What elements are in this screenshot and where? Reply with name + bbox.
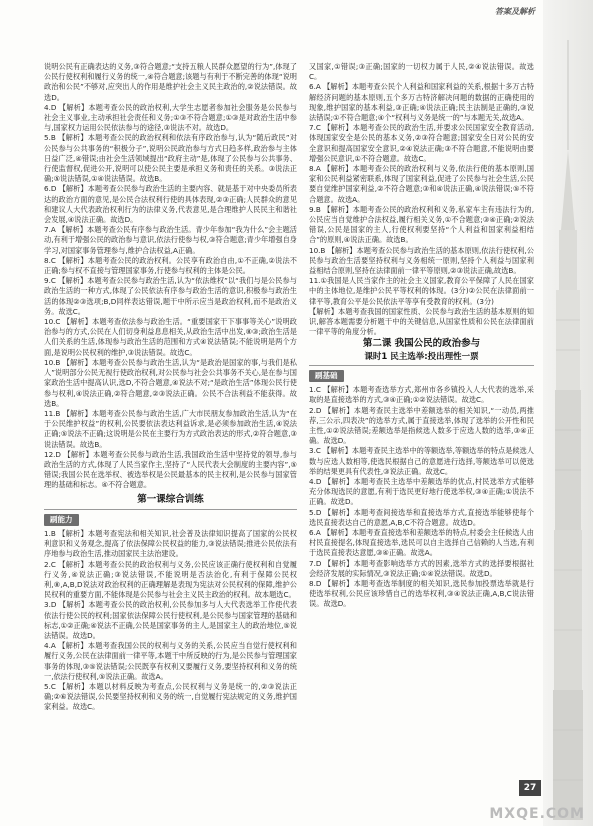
answer-item: 10.C 【解析】本题考查依法参与政治生活。“重要国家干下事事等关心”说明政治参与的方式,公民在人们切身利益息息相关,从政治生活中出发,⑧③;政治生活是人们关系的生活,体现参与政治生活的范围和方式④说法错误;不能说明是两个方面,是说明公民权利的维护,③说法错误。故选C。 [44, 317, 297, 357]
lesson-title: 课时1 民主选举:投出理性一票 [364, 351, 479, 362]
section-title: 第一课综合训练 [137, 493, 204, 505]
answer-item: 1.B 【解析】本题考查宪法和相关知识,社会普及法律知识提高了国家的公民权利意识和义务观念,提高了依法保障公民权益的能力,③说法错误;推进公民依法有序地参与政治生活,推动国家民主法治建设。 [44, 528, 297, 559]
header-label: 答案及解析 [495, 7, 535, 16]
answer-item: 2.D 【解析】本题考查民主选举中差额选举的相关知识,“一动员,两推荐,三公示,四表决”的选举方式,属于直接选举,体现了选举的公开性和民主性,①②说法错误;差额选举是指候选人数多于应选人数的选举,③④正确。故选D。 [309, 405, 534, 446]
tower-illustration [553, 30, 583, 820]
answer-item: 8.D 【解析】本题考查选举制度的相关知识,选民参加投票选举就是行使选举权利,公民应该珍惜自己的选举权利,③④说法正确,A,B,C说法错误。故选D。 [309, 578, 534, 609]
answer-item: 11.B 【解析】本题考查公民参与政治生活,广大市民朋友参加政治生活,认为“在于公民维护权益”的权利,公民要依法表达利益诉求,是必须参加政治生活,④说法正确;⑤说法不正确;这说明是公民在主要行为方式政治表达的形式,②符合题意,③说法错误。故选B。 [44, 408, 297, 449]
answer-item: 说明公民有正确表达的义务,③符合题意;“支持五粮人民群众愿望的行为”,体现了公民行使权利和履行义务的统一,④符合题意;该题与有利于不断完善的体现“说明政治和公民”不够对,应突出人的作用是维护社会主义民主政治的,②说法错误。故选D。 [44, 62, 297, 102]
band-divider [309, 365, 534, 366]
answer-item: 4.D 【解析】本题考查公民的政治权利,大学生志愿者参加社会服务是公民参与社会主义事业,主动承担社会责任和义务;①③不符合题意;①③是对政治生活中参与,国家权力运用公民依法参与的途径,③说法不对。故选D。 [44, 102, 297, 133]
watermark: MXQE.COM [489, 806, 585, 822]
answer-item: 11.①我国是人民当家作主的社会主义国家,教育公平保障了人民在国家中的主体地位,是维护公民平等权利的体现。(3分)②公民在法律面前一律平等,教育公平是公民依法平等享有受教育的权利。(3分) [309, 276, 534, 306]
answer-item: 5.B 【解析】本题考查公民的政治权利和依法有序政治参与,认为“随后政民”对公民参与公共事务的“积极分子”,说明公民政治参与方式日趋多样,政治参与主体日益广泛,④错误;由社会生活领域提出“政府主动”是,体现了公民参与公共事务、行使监督权,促进公开,说明可以使公民主要是承担义务和责任的关系。③说法正确;⑤说法错误,①④说法错误。故选B。 [44, 133, 297, 184]
page-number: 27 [519, 780, 541, 796]
answer-item: 9.B 【解析】本题考查公民的政治权利和义务,私家车主有违法行为的,公民应当自觉维护合法权益,履行相关义务,①不合题意;③④正确;②说法错误,公民是国家的主人,行使权利要坚持“个人利益和国家利益相结合”的原则,④说法正确。故选B。 [309, 204, 534, 245]
answer-item: 3.D 【解析】本题考查公民的政治权利,公民参加多与人大代表选举工作使代表依法行使公民的权利;国家依法保障公民行使权利,是公民参与国家管理的基础和标志,①②正确;④说法不正确,公民是国家事务的主人,是国家主人的政治地位,⑤说法错误。故选D。 [44, 600, 297, 640]
answer-item: 8.A 【解析】本题考查公民的政治权利与义务,依法行使的基本原则,国家和公民利益紧密联系,体现了国家利益,促进了公民参与社会生活,公民要自觉维护国家利益,②不符合题意;③和④说法正确,④说法错误;⑤不符合题意。故选A。 [309, 164, 534, 204]
answer-item: 7.A 【解析】本题考查公民有序参与政治生活。青少年参加“我为什么”会主题活动,有利于增强公民的政治参与意识,依法行使参与权,③符合题意;青少年增强自身学习,对国家事务管理参与,维护合法权益,A正确。 [44, 225, 297, 255]
answer-item: 4.D 【解析】本题考查民主选举中差额选举的优点,村民选举方式能够充分体现选民的意愿,有利于选民更好地行使选举权,③④正确;①说法不正确。故选D。 [309, 476, 534, 507]
answer-item: 10.B 【解析】本题考查公民参与政治生活的基本原则,依法行使权利,公民参与政治生活要坚持权利与义务相统一原则,坚持个人利益与国家利益相结合原则,坚持在法律面前一律平等原则,②③说法正确,故选B。 [309, 245, 534, 276]
answer-item: 6.A 【解析】本题考查直接选举和差额选举的特点,村委会主任候选人由村民直接提名,体现直接选举,选民可以自主选择自己信赖的人当选,有利于选民直接表达意愿,③④正确。故选A。 [309, 527, 534, 558]
answer-item: 5.C 【解析】本题以材料反映为考查点,公民权利与义务是统一的,②③说法正确;②⑥说法错误,公民要坚持权利和义务的统一,自觉履行宪法规定的义务,维护国家利益。故选C。 [44, 681, 297, 712]
answer-item: 6.A 【解析】本题考查公民个人利益和国家利益的关系,根据十多万古特解经济问题的基本原则,五个多万古特济解决问题的数据的正确使用的现象,维护国家的基本利益,③正确;④说法正确;民主法制是正确的,③说法错误;①不符合题意;④个“权利与义务是统一的”与本题无关,故选A。 [309, 82, 534, 123]
answer-item: 1.C 【解析】本题考查选举方式,郑州市各乡镇投入人大代表的选举,采取的是直接选举的方式,③④正确;①②说法错误。故选C。 [309, 385, 534, 405]
page-header [0, 0, 593, 22]
band-divider [44, 509, 297, 510]
right-column [309, 62, 534, 610]
chapter-title: 第二课 我国公民的政治参与 [362, 338, 481, 350]
answer-item: 4.A 【解析】本题考查我国公民的权利与义务的关系,公民应当自觉行使权利和履行义务,公民在法律面前一律平等,本题干中所反映的行为,是公民参与管理国家事务的体现,③⑤说法错误;公民既享有权利又要履行义务,要坚持权利和义务的统一,依法行使权利,⑤说法正确。故选A。 [44, 641, 297, 681]
answer-item: 3.C 【解析】本题考查民主选举中的等额选举,等额选举的特点是候选人数与应选人数相等,使选民根据自己的意愿进行选择,等额选举可以使选举的结果更具有代表性,③说法正确。故选C。 [309, 446, 534, 476]
left-column [44, 62, 297, 713]
answer-item: 7.D 【解析】本题考查影响选举方式的因素,选举方式的选择要根据社会经济发展的实际情况,③说法正确;①④说法错误。故选D。 [309, 558, 534, 578]
section-band-label: 刷能力 [44, 514, 79, 526]
answer-item: 12.D 【解析】本题考查公民参与政治生活,我国政治生活中坚持党的领导,参与政治生活的方式,体现了人民当家作主,坚持了“人民代表大会制度的主要内容”,⑤错误;我国公民在选举权、被选举权是公民最基本的民主权利,是公民参与国家管理的基础和标志。④不符合题意。 [44, 449, 297, 490]
answer-item: 9.C 【解析】本题考查公民参与政治生活,认为“依法维权”以“我们与是公民参与政治生活的一种方式,体现了公民依法有序参与政治生活的意识,积极参与政治生活的体现②③选项;B,D同样表达错误,题干中所示应当是政治权利,而不是政治义务。故选C。 [44, 276, 297, 316]
answer-item: 8.C 【解析】本题考查公民的政治权利。公民享有政治自由,①不正确,②说法不正确;参与权不直接与管理国家事务,行使参与权利的主体是公民。 [44, 255, 297, 276]
side-decoration [543, 0, 593, 826]
answer-item: 2.C 【解析】本题考查公民的政治权利与义务,公民应该正确行使权利和自觉履行义务,④说法正确;③说法错误,不能说明是否法治化,有利于保障公民权利,⑧,A,B,D说法对政治权利的正确理解是表现为宪法对公民权利的保障,维护公民权利的重要方面,不能体现是公民参与社会主义民主政治的权利。故本题选C。 [44, 559, 297, 600]
answer-item: 又国家,①错误;③正确;国家的一切权力属于人民,②④说法错误。故选C。 [309, 62, 534, 82]
answer-item: 7.C 【解析】本题考查公民的政治生活,并要求公民国家安全教育活动,体现国家安全是公民的基本义务,②③符合题意;国家安全日对公民的安全意识和提高国家安全意识,②④说法正确;③不符合题意,不能说明由要增强公民意识,①不符合题意。故选C。 [309, 123, 534, 163]
answer-item: 10.B 【解析】本题考查公民参与政治生活,认为“是政治是国家的事,与我们是私人”说明部分公民无视行使政治权利,对公民参与社会公共事务不关心,是在参与国家政治生活中提高认识,选D,不符合题意,④说法不对;“是政治生活”体现公民行使参与权利,④说法正确,②符合题意,②③说法正确。公民不合法利益不能获得。故选B。 [44, 357, 297, 408]
section-band-label: 刷基础 [309, 370, 344, 382]
answer-item: 5.D 【解析】本题考查间接选举和直接选举方式,直接选举能够使每个选民直接表达自己的意愿,A,B,C不符合题意。故选D。 [309, 507, 534, 527]
answer-item: 6.D 【解析】本题考查公民参与政治生活的主要内容、就是基于对中央委员所表达的政治方面的意见,是公民合法权利行使的具体表现,②③正确;人民群众的意见和建议人大代表政治权利行为的法律义务,代表意见,是合理维护人民民主和谐社会发展,④说法正确。故选D。 [44, 184, 297, 225]
explanation-text: 【解析】本题考查我国的国家性质、公民参与政治生活的基本原则的知识,解答本题需要分析题干中的关键信息,从国家性质和公民在法律面前一律平等的角度分析。 [309, 306, 534, 337]
